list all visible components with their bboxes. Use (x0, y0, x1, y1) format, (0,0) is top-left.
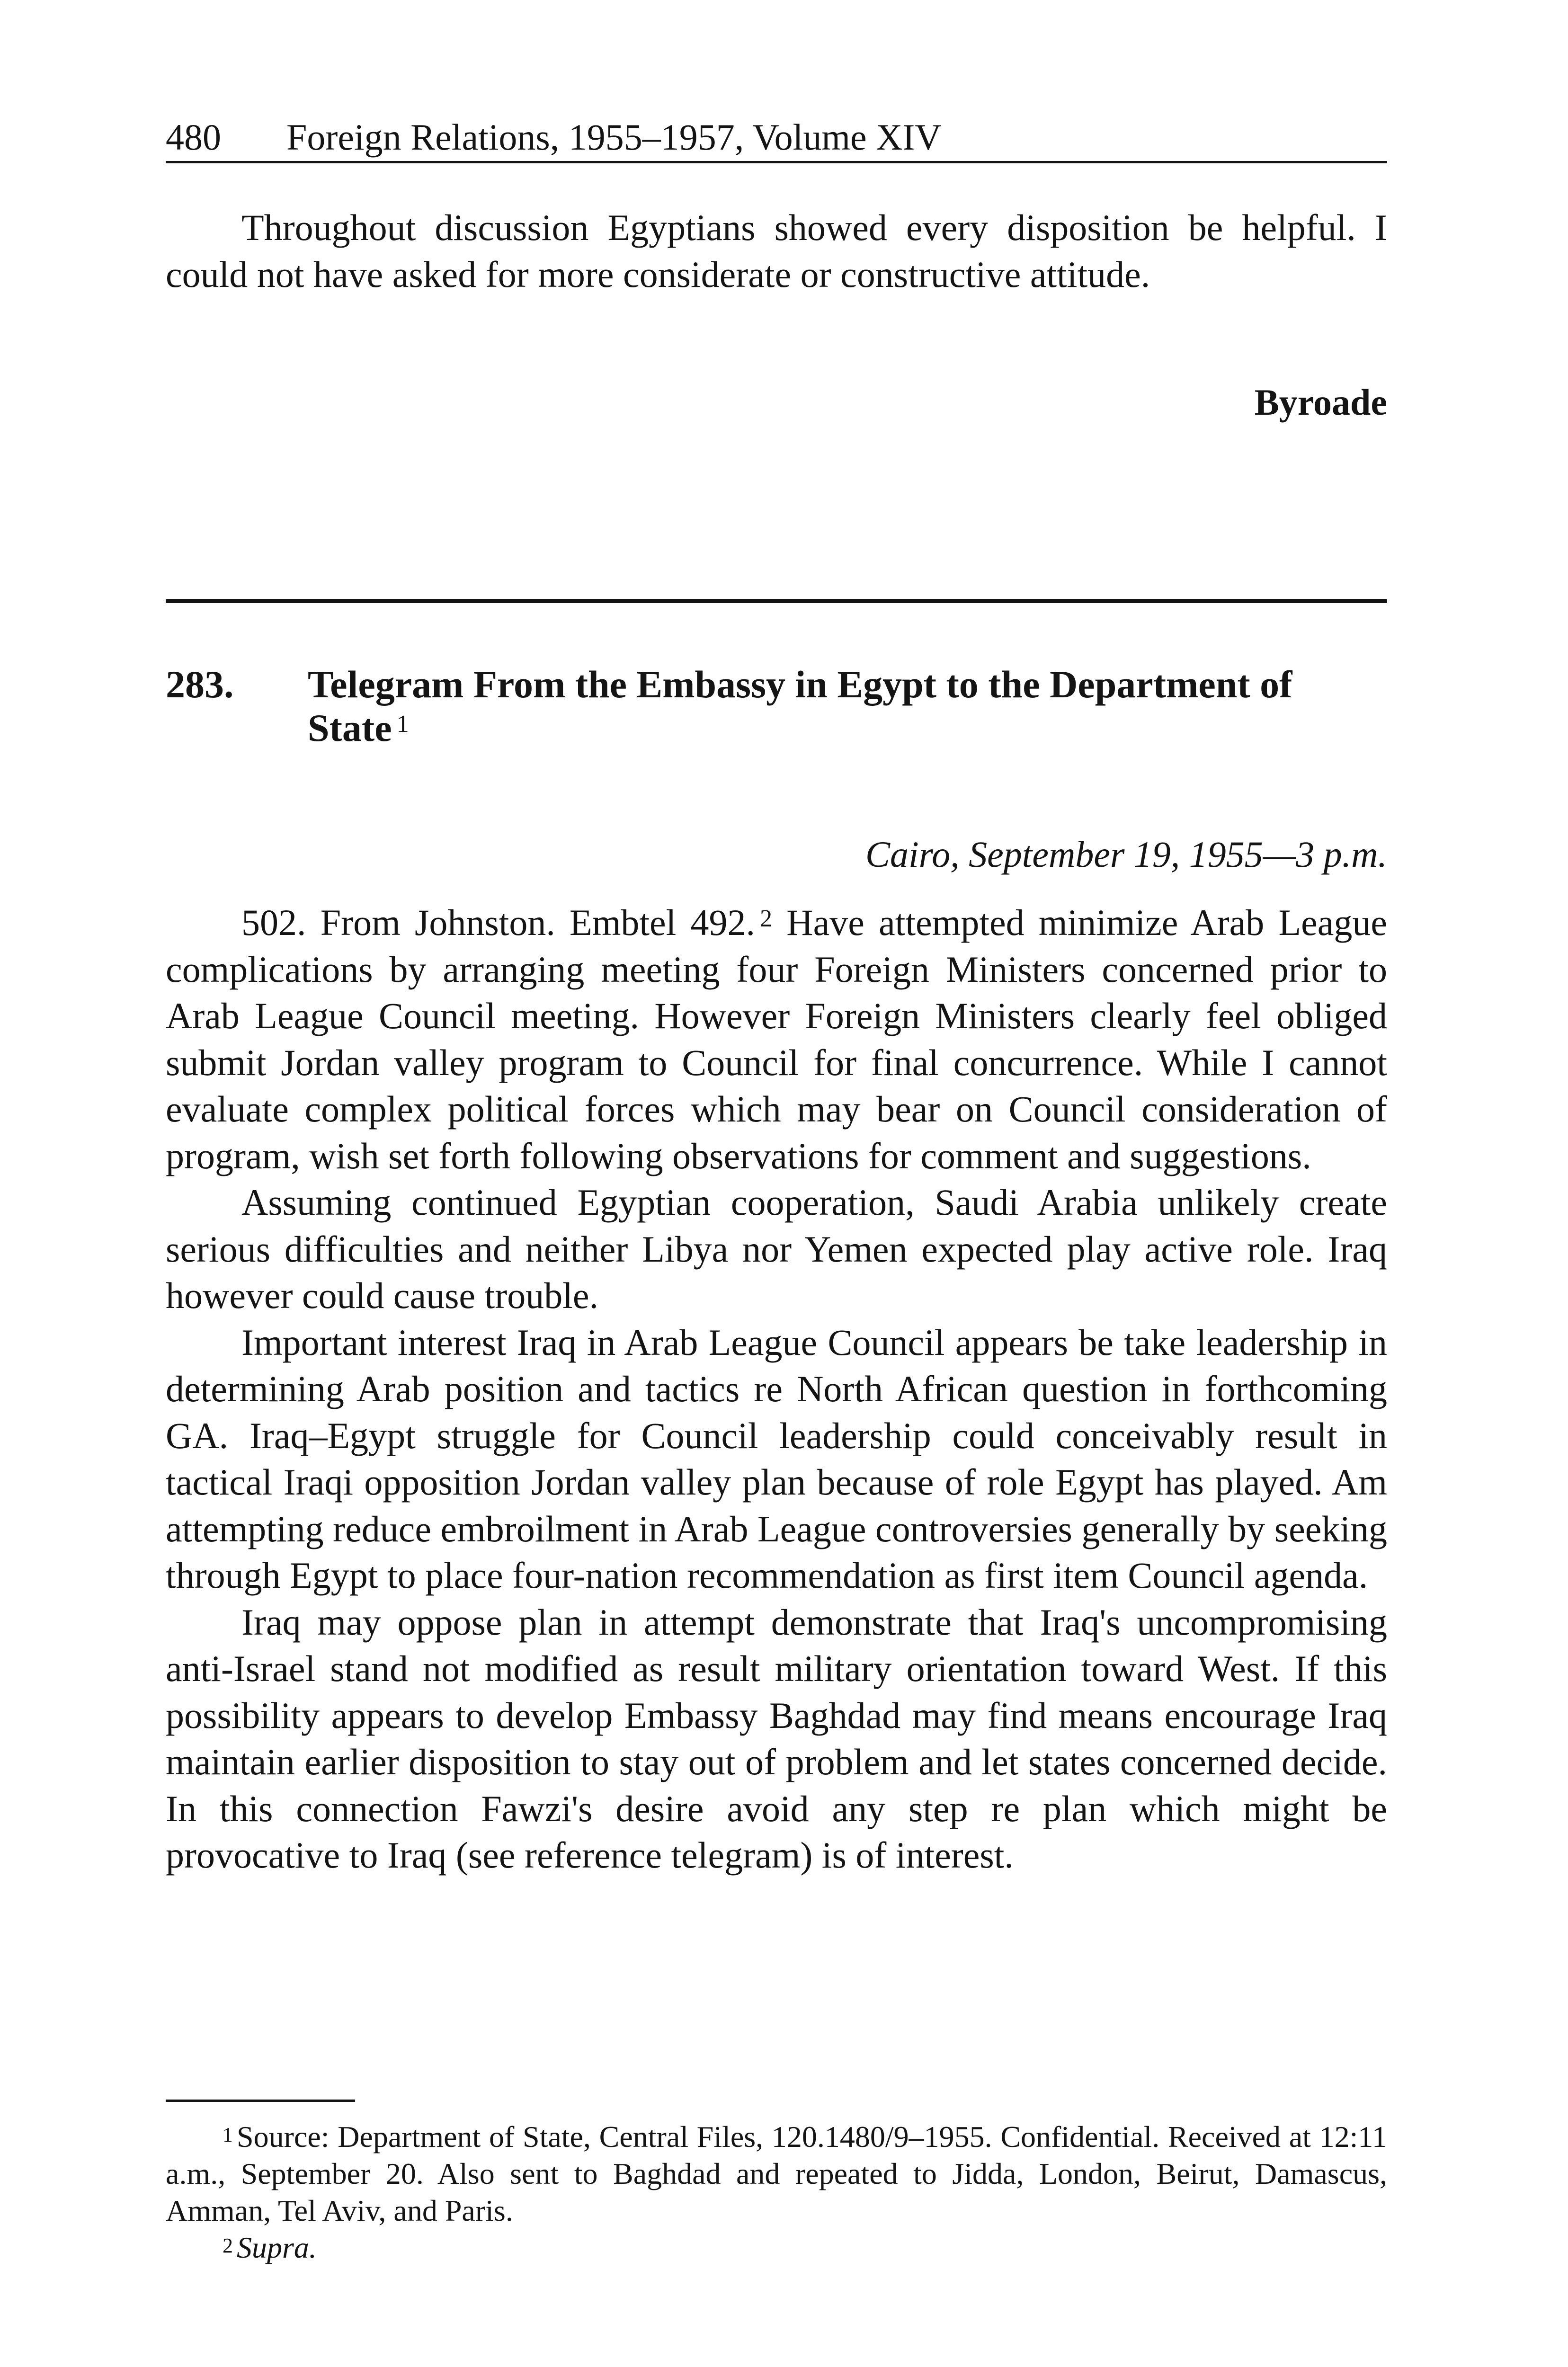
footnote-ref-1[interactable]: 1 (396, 711, 409, 738)
footnote-2 (166, 2229, 1387, 2266)
document-title: Telegram From the Embassy in Egypt to the Department of State (308, 663, 1292, 749)
footnotes (166, 2118, 1387, 2266)
paragraph-1-rest: Have attempted minimize Arab League complications by arranging meeting four Foreign Ministers concerned prior to Arab League Council meeting. However Foreign Ministers clearly feel obliged submit Jordan valley program to Council for final concurrence. While I cannot evaluate complex political forces which may bear on Council consideration of program, wish set forth following observations for comment and suggestions. (166, 902, 1387, 1176)
footnote-rule (166, 2100, 355, 2102)
footnote-1 (166, 2118, 1387, 2229)
dateline: Cairo, September 19, 1955—3 p.m. (865, 834, 1387, 875)
document-title-block (308, 663, 1387, 750)
paragraph-1-lead: 502. From Johnston. Embtel 492. (241, 902, 756, 943)
telegram-body (166, 899, 1387, 1879)
running-header (166, 114, 1387, 163)
document-number: 283. (166, 663, 234, 706)
body-paragraph-3: Important interest Iraq in Arab League Council appears be take leadership in determining Arab position and tactics re North African question in forthcoming GA. Iraq–Egypt struggle for Council leadership could conceivably result in tactical Iraqi opposition Jordan valley plan because of role Egypt has played. Am attempting reduce embroilment in Arab League controversies generally by seeking through Egypt to place four-nation recommendation as first item Council agenda. (166, 1321, 1387, 1596)
footnote-marker: 2 (223, 2234, 233, 2257)
body-paragraph-4: Iraq may oppose plan in attempt demonstrate that Iraq's uncompromising anti-Israel stand not modified as result military orientation toward West. If this possibility appears to develop Embassy Baghdad may find means encourage Iraq maintain earlier disposition to stay out of problem and let states concerned decide. In this connection Fawzi's desire avoid any step re plan which might be provocative to Iraq (see reference telegram) is of interest. (166, 1601, 1387, 1876)
document-separator-rule (166, 599, 1387, 603)
closing-paragraph: Throughout discussion Egyptians showed every disposition be helpful. I could not have asked for more considerate or constructive attitude. (166, 207, 1387, 295)
body-paragraph-1 (166, 899, 1387, 1179)
body-paragraph-2: Assuming continued Egyptian cooperation, Saudi Arabia unlikely create serious difficulties and neither Libya nor Yemen expected play active role. Iraq however could cause trouble. (166, 1182, 1387, 1316)
footnote-marker: 1 (223, 2123, 233, 2146)
footnote-text: Supra. (237, 2231, 317, 2264)
signature: Byroade (1254, 382, 1387, 423)
running-title: Foreign Relations, 1955–1957, Volume XIV (286, 116, 942, 158)
footnote-ref-2[interactable]: 2 (760, 905, 773, 932)
page-number: 480 (166, 116, 221, 158)
footnote-text: Source: Department of State, Central Files, 120.1480/9–1955. Confidential. Received at 12:11 a.m., September 20. Also sent to Baghdad and repeated to Jidda, London, Beirut, Damascus, Amman, Tel Aviv, and Paris. (166, 2120, 1387, 2227)
